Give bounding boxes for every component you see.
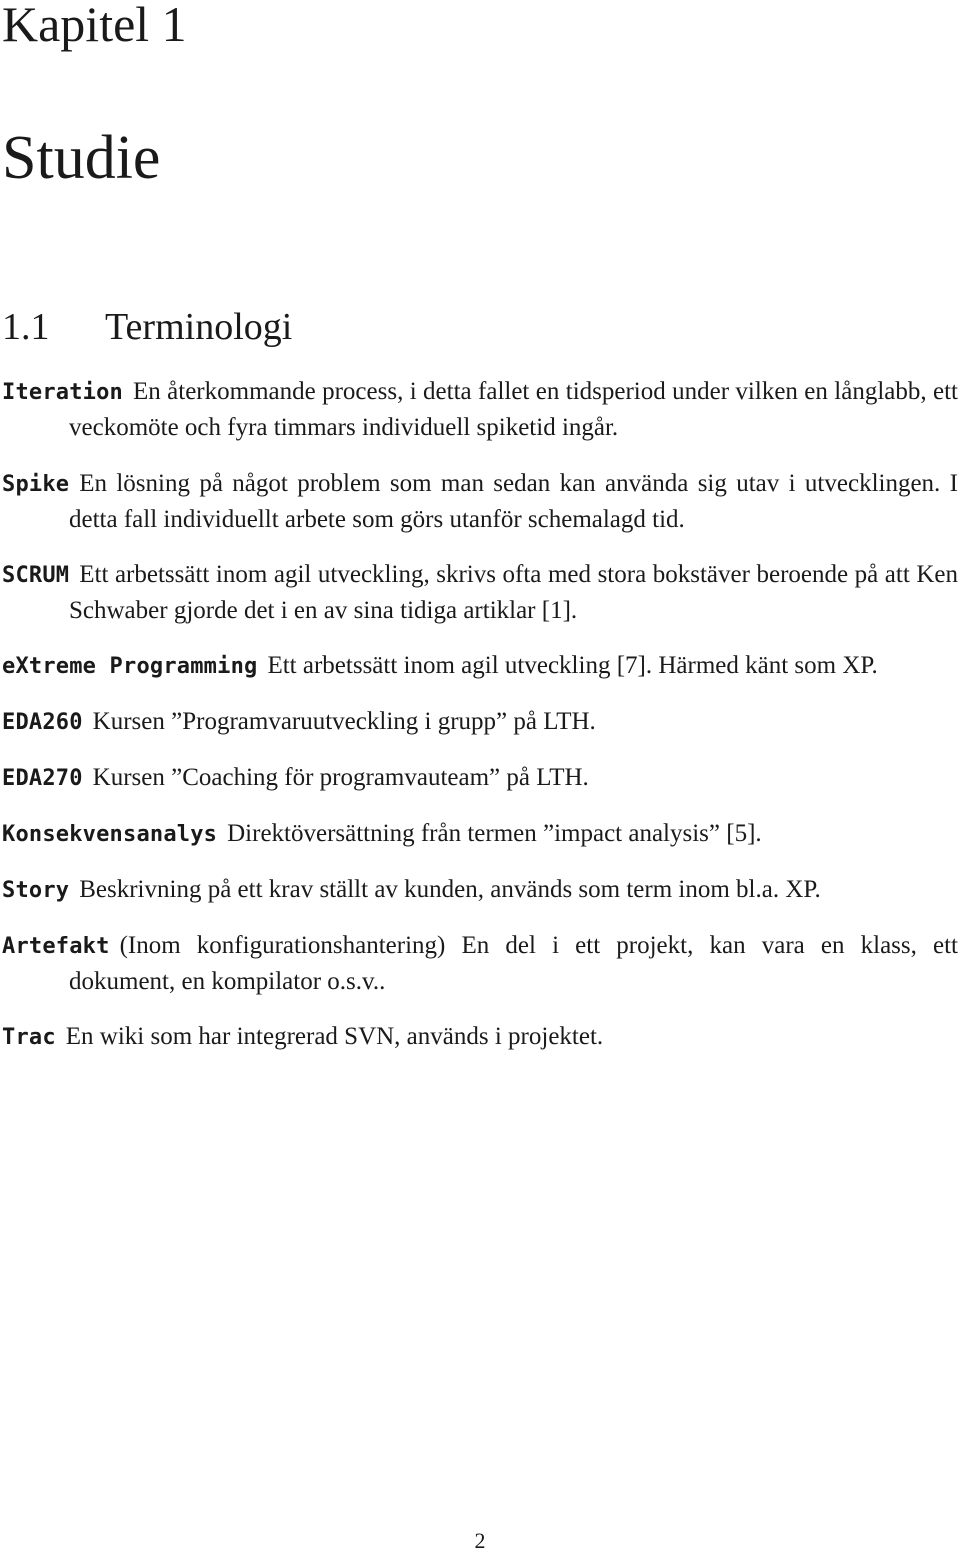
definition-term: EDA260 xyxy=(2,710,83,735)
definition-text: Ett arbetssätt inom agil utveckling, skrivs ofta med stora bokstäver beroende på att Ken Schwaber gjorde det i en av sina tidiga artiklar [1]. xyxy=(69,561,958,624)
section-title: Terminologi xyxy=(105,306,293,348)
section-heading xyxy=(2,304,292,350)
definition-text: Direktöversättning från termen ”impact analysis” [5]. xyxy=(227,820,762,847)
definition-trac xyxy=(2,1019,958,1055)
definition-term: Iteration xyxy=(2,380,124,405)
definition-text: En återkommande process, i detta fallet en tidsperiod under vilken en långlabb, ett veckomöte och fyra timmars individuell spiketid ingår. xyxy=(69,378,958,441)
definition-text: En lösning på något problem som man sedan kan använda sig utav i utvecklingen. I detta fall individuellt arbete som görs utanför schemalagd tid. xyxy=(69,470,958,533)
definition-iteration xyxy=(2,374,958,445)
definition-term: Story xyxy=(2,878,70,903)
definition-scrum xyxy=(2,557,958,628)
terminology-list xyxy=(2,374,958,1055)
definition-term: Konsekvensanalys xyxy=(2,822,218,847)
definition-extreme-programming xyxy=(2,648,958,684)
definition-story xyxy=(2,872,958,908)
definition-term: Spike xyxy=(2,472,70,497)
definition-term: Trac xyxy=(2,1025,56,1050)
definition-text: Beskrivning på ett krav ställt av kunden, används som term inom bl.a. XP. xyxy=(79,876,821,903)
definition-text: Kursen ”Programvaruutveckling i grupp” på LTH. xyxy=(92,708,596,735)
section-number: 1.1 xyxy=(2,306,50,348)
definition-konsekvensanalys xyxy=(2,816,958,852)
definition-text: En wiki som har integrerad SVN, används i projektet. xyxy=(65,1023,604,1050)
definition-eda260 xyxy=(2,704,958,740)
definition-term: SCRUM xyxy=(2,563,70,588)
chapter-title: Studie xyxy=(2,124,161,192)
definition-eda270 xyxy=(2,760,958,796)
definition-spike xyxy=(2,466,958,537)
definition-artefakt xyxy=(2,928,958,999)
definition-term: eXtreme Programming xyxy=(2,654,258,679)
definition-text: Ett arbetssätt inom agil utveckling [7]. Härmed känt som XP. xyxy=(267,652,878,679)
definition-term: Artefakt xyxy=(2,934,110,959)
chapter-label: Kapitel 1 xyxy=(2,0,187,52)
definition-text: (Inom konfigurationshantering) En del i ett projekt, kan vara en klass, ett dokument, en kompilator o.s.v.. xyxy=(69,932,958,995)
definition-text: Kursen ”Coaching för programvauteam” på LTH. xyxy=(92,764,589,791)
page-number: 2 xyxy=(474,1528,486,1553)
definition-term: EDA270 xyxy=(2,766,83,791)
